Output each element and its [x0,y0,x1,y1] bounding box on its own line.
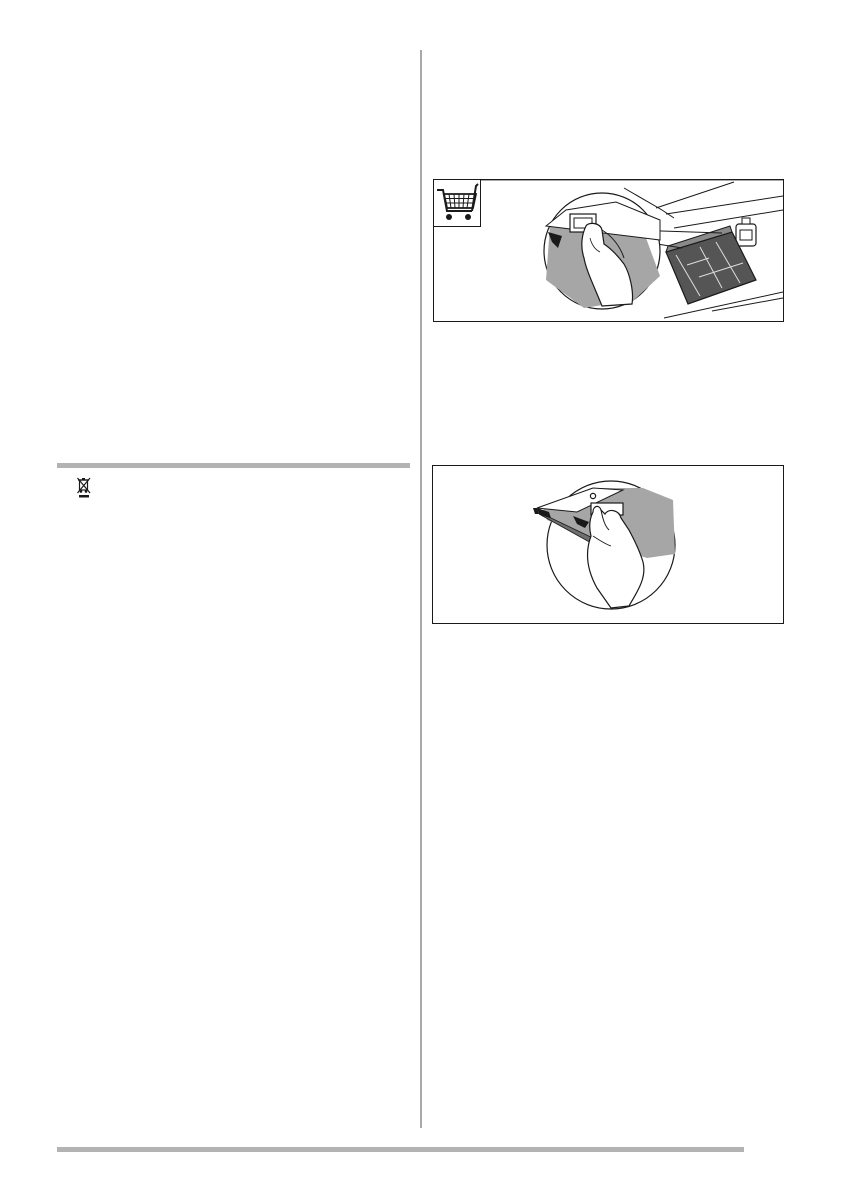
column-divider [420,50,422,1128]
carbon-filter-illustration [434,180,783,321]
magnifier-circle [544,193,660,309]
clip-icon [736,218,756,246]
section-rule [57,463,410,468]
carbon-filter-figure [433,179,784,322]
grease-filter-illustration [433,466,783,623]
footer-rule [57,1147,744,1152]
grease-filter-figure [432,465,784,624]
crossed-out-wheelie-bin-icon [76,476,92,498]
shopping-cart-icon [434,180,481,227]
